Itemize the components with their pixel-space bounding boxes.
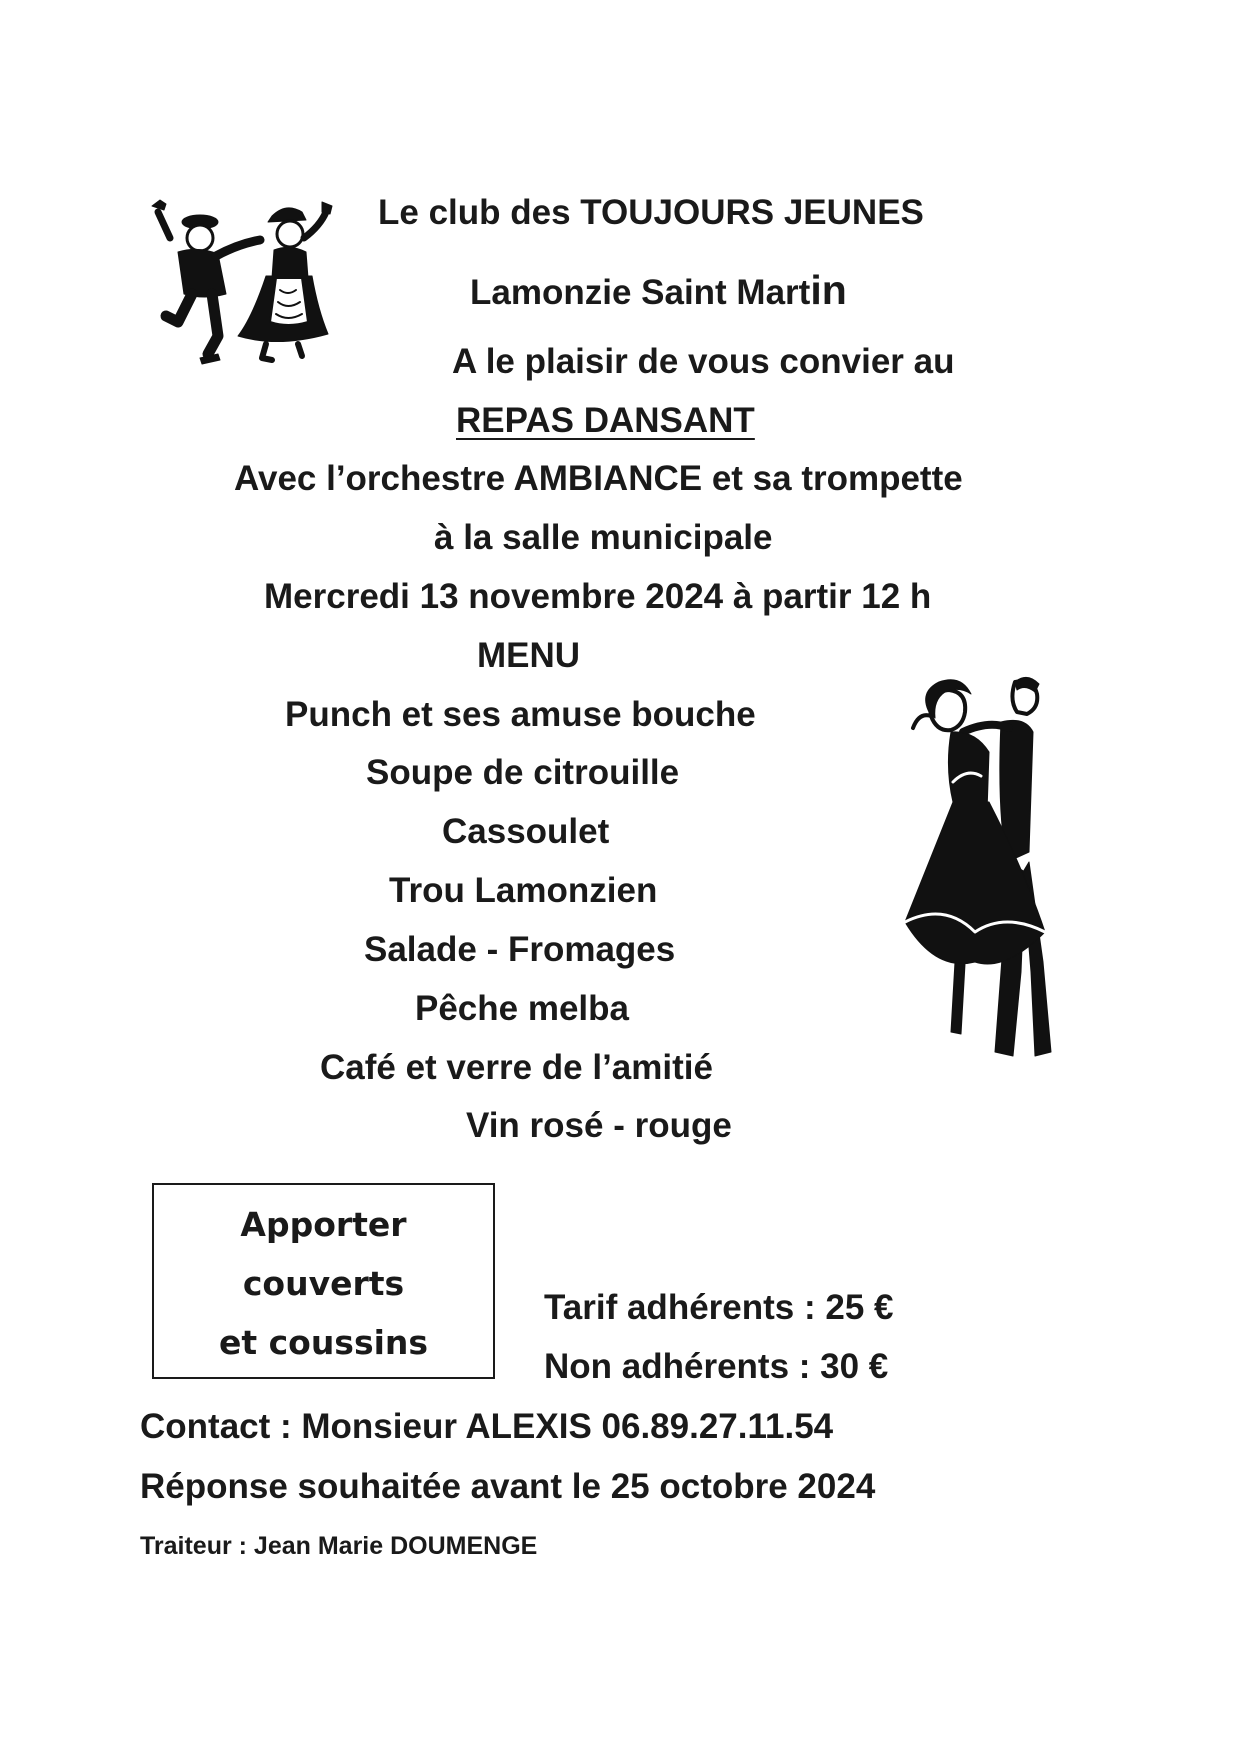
reminder-line: Apporter (240, 1205, 407, 1244)
reply-deadline: Réponse souhaitée avant le 25 octobre 2024 (140, 1467, 876, 1506)
event-title: REPAS DANSANT (456, 401, 755, 440)
event-date: Mercredi 13 novembre 2024 à partir 12 h (264, 577, 932, 616)
ballroom-dancing-couple-icon (905, 672, 1075, 1072)
club-name: Le club des TOUJOURS JEUNES (378, 193, 924, 232)
village-name-suffix: in (810, 267, 847, 313)
menu-item: Café et verre de l’amitié (320, 1048, 713, 1087)
menu-item: Cassoulet (442, 812, 610, 851)
contact-info: Contact : Monsieur ALEXIS 06.89.27.11.54 (140, 1407, 834, 1446)
price-non-members: Non adhérents : 30 € (544, 1347, 889, 1386)
menu-item: Punch et ses amuse bouche (285, 695, 756, 734)
folk-dancing-couple-icon (148, 198, 380, 368)
menu-item: Soupe de citrouille (366, 753, 680, 792)
village-name (470, 267, 847, 313)
orchestra-text: Avec l’orchestre AMBIANCE et sa trompette (234, 459, 963, 498)
caterer-info: Traiteur : Jean Marie DOUMENGE (140, 1532, 538, 1560)
menu-item: Trou Lamonzien (389, 871, 658, 910)
venue-text: à la salle municipale (434, 518, 773, 557)
invitation-text: A le plaisir de vous convier au (452, 342, 955, 381)
menu-item: Salade - Fromages (364, 930, 676, 969)
reminder-line: et coussins (218, 1323, 429, 1362)
village-name-prefix: Lamonzie Saint Mart (470, 273, 811, 312)
menu-heading: MENU (477, 636, 581, 675)
reminder-line: couverts (242, 1264, 405, 1303)
price-members: Tarif adhérents : 25 € (544, 1288, 894, 1327)
reminder-box (152, 1183, 495, 1379)
menu-item: Vin rosé - rouge (466, 1106, 732, 1145)
menu-item: Pêche melba (415, 989, 629, 1028)
